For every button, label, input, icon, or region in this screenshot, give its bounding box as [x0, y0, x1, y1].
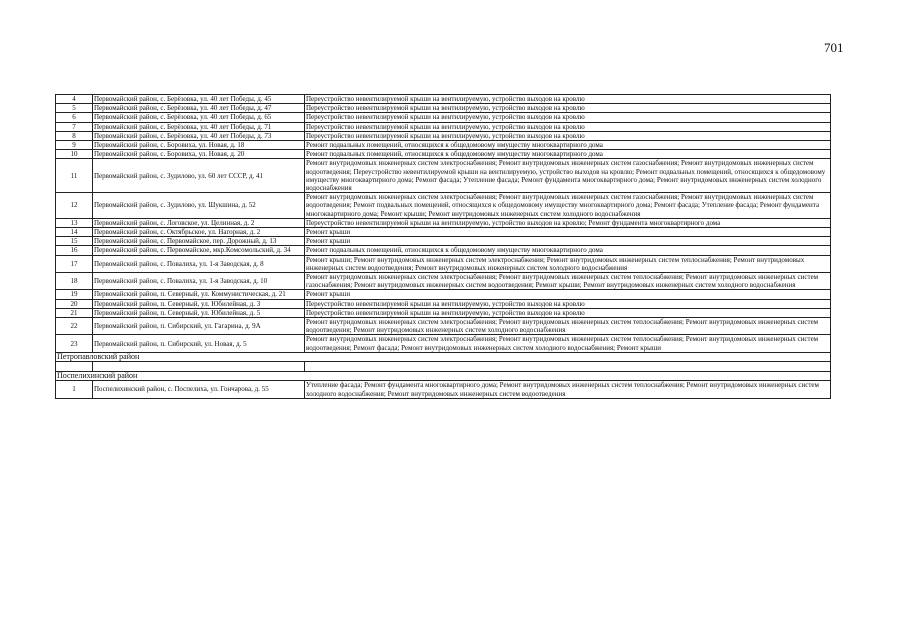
row-work-list: Переустройство невентилируемой крыши на вентилируемую, устройство выходов на кровлю — [305, 122, 831, 131]
row-work-list: Ремонт подвальных помещений, относящихся к общедомовому имуществу многоквартирного дома — [305, 246, 831, 255]
district-name: Петропавловский район — [56, 352, 831, 361]
row-address: Первомайский район, с. Берёзовка, ул. 40 лет Победы, д. 71 — [93, 122, 305, 131]
row-work-list: Утепление фасада; Ремонт фундамента многоквартирного дома; Ремонт внутридомовых инженерных систем теплоснабжения; Ремонт внутридомовых инженерных систем холодного водоснабжения; Ремонт внутридомовых инженерных систем водоотведения — [305, 381, 831, 398]
row-number: 8 — [56, 131, 93, 140]
table-row — [56, 308, 831, 317]
row-address: Первомайский район, с. Зудилово, ул. 60 лет СССР, д. 41 — [93, 159, 305, 193]
housing-repair-table — [55, 94, 831, 399]
table-row — [56, 218, 831, 227]
row-work-list: Ремонт крыши — [305, 290, 831, 299]
row-number: 4 — [56, 95, 93, 104]
table-row — [56, 113, 831, 122]
row-number: 16 — [56, 246, 93, 255]
row-work-list: Ремонт внутридомовых инженерных систем электроснабжения; Ремонт внутридомовых инженерных систем теплоснабжения; Ремонт внутридомовых инженерных систем водоотведения; Ремонт фасада; Ремонт внутридомовых инженерных систем холодного водоснабжения; Ремонт крыши — [305, 335, 831, 352]
row-address: Первомайский район, с. Берёзовка, ул. 40 лет Победы, д. 73 — [93, 131, 305, 140]
row-work-list: Переустройство невентилируемой крыши на вентилируемую, устройство выходов на кровлю — [305, 308, 831, 317]
table-row — [56, 381, 831, 398]
district-name: Поспелихинский район — [56, 372, 831, 381]
row-address: Первомайский район, с. Берёзовка, ул. 40 лет Победы, д. 65 — [93, 113, 305, 122]
table-row — [56, 193, 831, 219]
table-row — [56, 299, 831, 308]
row-work-list: Переустройство невентилируемой крыши на вентилируемую, устройство выходов на кровлю — [305, 104, 831, 113]
table-row — [56, 159, 831, 193]
table-row — [56, 150, 831, 159]
district-header-row — [56, 352, 831, 361]
row-work-list: Ремонт внутридомовых инженерных систем электроснабжения; Ремонт внутридомовых инженерных систем теплоснабжения; Ремонт внутридомовых инженерных систем водоотведения; Ремонт внутридомовых инженерных систем холодного водоснабжения — [305, 318, 831, 335]
row-number: 17 — [56, 255, 93, 272]
row-address: Первомайский район, п. Северный, ул. Коммунистическая, д. 21 — [93, 290, 305, 299]
table-row — [56, 237, 831, 246]
row-work-list: Переустройство невентилируемой крыши на вентилируемую, устройство выходов на кровлю — [305, 131, 831, 140]
row-address: Первомайский район, с. Первомайское, мкр.Комсомольский, д. 34 — [93, 246, 305, 255]
blank-cell — [56, 362, 93, 372]
page-number: 701 — [824, 40, 844, 55]
row-work-list: Ремонт внутридомовых инженерных систем электроснабжения; Ремонт внутридомовых инженерных систем газоснабжения; Ремонт внутридомовых инженерных систем водоотведения; Ремонт подвальных помещений, относящихся к общедомовому имуществу многоквартирного дома; Ремонт фасада; Утепление фасада; Ремонт фундамента многоквартирного дома; Ремонт крыши; Ремонт внутридомовых инженерных систем холодного водоснабжения — [305, 193, 831, 219]
row-number: 11 — [56, 159, 93, 193]
row-number: 19 — [56, 290, 93, 299]
row-work-list: Ремонт внутридомовых инженерных систем электроснабжения; Ремонт внутридомовых инженерных систем газоснабжения; Ремонт внутридомовых инженерных систем водоотведения; Переустройство невентилируемой крыши на вентилируемую, устройство выходов на кровлю; Ремонт подвальных помещений, относящихся к общедомовому имуществу многоквартирного дома; Ремонт фасада; Утепление фасада; Ремонт фундамента многоквартирного дома; Ремонт внутридомовых инженерных систем холодного водоснабжения — [305, 159, 831, 193]
row-work-list: Переустройство невентилируемой крыши на вентилируемую, устройство выходов на кровлю — [305, 95, 831, 104]
blank-cell — [93, 362, 305, 372]
row-address: Первомайский район, с. Повалиха, ул. 1-я Заводская, д. 8 — [93, 255, 305, 272]
row-number: 13 — [56, 218, 93, 227]
table-body — [56, 95, 831, 399]
row-address: Первомайский район, п. Северный, ул. Юбилейная, д. 5 — [93, 308, 305, 317]
row-number: 10 — [56, 150, 93, 159]
row-work-list: Переустройство невентилируемой крыши на вентилируемую, устройство выходов на кровлю — [305, 113, 831, 122]
row-work-list: Переустройство невентилируемой крыши на вентилируемую, устройство выходов на кровлю; Ремонт фундамента многоквартирного дома — [305, 218, 831, 227]
table-row — [56, 122, 831, 131]
row-address: Первомайский район, с. Октябрьское, ул. Нагорная, д. 2 — [93, 228, 305, 237]
row-number: 5 — [56, 104, 93, 113]
row-number: 14 — [56, 228, 93, 237]
row-address: Первомайский район, с. Берёзовка, ул. 40 лет Победы, д. 45 — [93, 95, 305, 104]
blank-cell — [305, 362, 831, 372]
table-row — [56, 255, 831, 272]
table-row — [56, 246, 831, 255]
table-row — [56, 95, 831, 104]
row-number: 23 — [56, 335, 93, 352]
row-work-list: Ремонт крыши — [305, 237, 831, 246]
table-row — [56, 228, 831, 237]
row-work-list: Ремонт крыши — [305, 228, 831, 237]
row-address: Поспелихинский район, с. Поспелиха, ул. Гончарова, д. 55 — [93, 381, 305, 398]
blank-row — [56, 362, 831, 372]
row-number: 12 — [56, 193, 93, 219]
row-number: 1 — [56, 381, 93, 398]
row-number: 21 — [56, 308, 93, 317]
row-number: 15 — [56, 237, 93, 246]
row-number: 22 — [56, 318, 93, 335]
row-work-list: Ремонт крыши; Ремонт внутридомовых инженерных систем электроснабжения; Ремонт внутридомовых инженерных систем теплоснабжения; Ремонт внутридомовых инженерных систем водоотведения; Ремонт внутридомовых инженерных систем холодного водоснабжения — [305, 255, 831, 272]
row-address: Первомайский район, с. Логовское, ул. Целинная, д. 2 — [93, 218, 305, 227]
row-address: Первомайский район, п. Сибирский, ул. Гагарина, д. 9А — [93, 318, 305, 335]
row-number: 6 — [56, 113, 93, 122]
row-work-list: Ремонт внутридомовых инженерных систем электроснабжения; Ремонт внутридомовых инженерных систем теплоснабжения; Ремонт внутридомовых инженерных систем газоснабжения; Ремонт внутридомовых инженерных систем водоотведения; Ремонт крыши; Ремонт внутридомовых инженерных систем холодного водоснабжения — [305, 273, 831, 290]
table-row — [56, 131, 831, 140]
table-row — [56, 141, 831, 150]
row-work-list: Переустройство невентилируемой крыши на вентилируемую, устройство выходов на кровлю — [305, 299, 831, 308]
row-address: Первомайский район, с. Боровиха, ул. Новая, д. 18 — [93, 141, 305, 150]
row-number: 9 — [56, 141, 93, 150]
row-number: 20 — [56, 299, 93, 308]
table-row — [56, 335, 831, 352]
row-address: Первомайский район, с. Боровиха, ул. Новая, д. 20 — [93, 150, 305, 159]
row-address: Первомайский район, с. Первомайское, пер. Дорожный, д. 13 — [93, 237, 305, 246]
row-work-list: Ремонт подвальных помещений, относящихся к общедомовому имуществу многоквартирного дома — [305, 150, 831, 159]
row-address: Первомайский район, п. Сибирский, ул. Новая, д. 5 — [93, 335, 305, 352]
row-number: 7 — [56, 122, 93, 131]
table-row — [56, 104, 831, 113]
table-row — [56, 273, 831, 290]
row-address: Первомайский район, п. Северный, ул. Юбилейная, д. 3 — [93, 299, 305, 308]
row-address: Первомайский район, с. Берёзовка, ул. 40 лет Победы, д. 47 — [93, 104, 305, 113]
table-row — [56, 290, 831, 299]
district-header-row — [56, 372, 831, 381]
row-address: Первомайский район, с. Зудилово, ул. Шукшина, д. 52 — [93, 193, 305, 219]
row-work-list: Ремонт подвальных помещений, относящихся к общедомовому имуществу многоквартирного дома — [305, 141, 831, 150]
row-address: Первомайский район, с. Повалиха, ул. 1-я Заводская, д. 10 — [93, 273, 305, 290]
row-number: 18 — [56, 273, 93, 290]
table-row — [56, 318, 831, 335]
